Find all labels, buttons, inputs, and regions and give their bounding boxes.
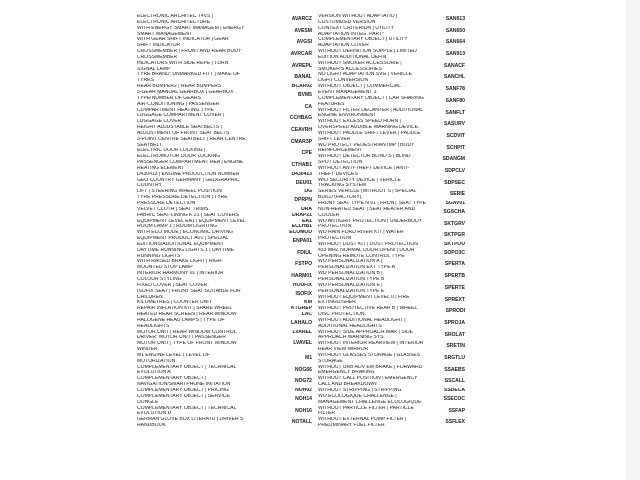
right-desc-line: ENGINE ENVIRONMENT [318, 113, 377, 119]
right-desc-line: ADDITIONAL HEADLIGHTS [318, 323, 382, 329]
left-option-code: CTHAB1 [291, 162, 312, 169]
left-desc-line: GERMAN GLOVE BOX LITERATU | DRIVER'S [137, 417, 243, 423]
right-option-code: SANACF [443, 62, 465, 69]
right-desc-line: MANAGEMENT CHALLENGE ECOLOGIQUE [318, 399, 422, 405]
right-desc-line: OVERSPEED AUDIBLE WARNING DEVICE. [318, 125, 420, 131]
right-desc-line: PERSONALIZATION EXT TYPE A [318, 265, 396, 271]
left-desc-line: ELECTRIC DOOR LOCKING | [137, 148, 206, 154]
left-desc-line: DONGLE [137, 399, 159, 405]
left-option-code: CMAR3P [290, 138, 312, 145]
left-desc-line: COMPARTMENT HEATING TYPE [137, 107, 214, 113]
left-option-code: BVM5 [297, 91, 312, 98]
right-desc-line: WITHOUT CALL POSITION | EMERGENCY [318, 376, 418, 382]
left-option-code: AVARCZ [291, 16, 312, 22]
right-desc-line: SPOT DETECTION [318, 160, 363, 166]
left-desc-line: LUGGAGE COVER [137, 119, 182, 125]
right-option-code: SKTGRV [444, 220, 465, 227]
left-desc-line: GEO COUNTRY GERMANY | GEOGRAPHIC [137, 177, 240, 183]
right-desc-line: EMERGENCY BRAKING [318, 370, 375, 376]
left-desc-line: 5-GEAR MANUAL GEARBOX | GEARBOX [137, 89, 234, 95]
right-option-code: SANCHL [443, 74, 465, 81]
left-desc-line: WITH ENERGY SMART MANAGEM | ENERGY [137, 25, 245, 31]
left-option-code: LAC [301, 312, 312, 318]
right-option-code: SSAEBS [444, 366, 465, 373]
left-desc-line: REAR BUMPER2 | REAR BUMPERS [137, 84, 222, 90]
right-desc-line: FRONT SEAT TYPE N 01 | FRONT SEAT TYPE [318, 201, 426, 206]
right-desc-line: COMPLEMENTARY OBJECT | UTILITY [318, 37, 408, 43]
left-option-code: AVGSI [296, 39, 312, 46]
left-option-code: AVESM [294, 27, 312, 34]
left-desc-line: WITH ECO MODE | ECONOMIC DRIVING [137, 230, 234, 236]
left-option-code: LVAVEL [293, 340, 312, 347]
left-desc-line: TYPE/NUMBER OF GEARS [137, 95, 201, 101]
right-desc-line: SERIES VEHICLE (WITHOUT S | SPECIAL [318, 189, 417, 195]
left-desc-line: RUNNING LIGHTS [137, 253, 181, 259]
left-desc-line: HALOGENE HEAD LAMPS | TYPE OF [137, 317, 225, 323]
left-option-code: NOH14 [295, 395, 312, 402]
left-option-code: HOUFIX [292, 282, 312, 288]
right-desc-line: WITHOUT EXCESS SPEED HORN | [318, 119, 401, 125]
right-desc-line: WITHOUT FILTER DECANTER | ADDITIONAL [318, 107, 424, 113]
left-desc-line: ELECTRONIC ARCHITECTURE [137, 19, 211, 25]
left-desc-line: WITH RAISED BRAKE LIGHT | HIGH [137, 259, 222, 265]
right-desc-line: LIGHT CONVERSION [318, 78, 369, 84]
left-desc-line: SMART MANAGEMENT [137, 31, 193, 37]
left-option-code: DRAP21 [292, 212, 312, 218]
right-codes [437, 14, 465, 429]
left-option-code: CPE [301, 150, 312, 157]
left-option-code: DRA [301, 206, 312, 212]
right-option-code: SPERTB [444, 273, 465, 280]
left-desc-line: EDITIONS/ADDITIONAL EQUIPMENT [137, 241, 224, 247]
left-option-code: FDIUL [297, 249, 312, 256]
right-desc-line: VERSION WITHOUT ADAPTATIO | [318, 14, 398, 19]
left-option-code: KTGREP [290, 306, 312, 312]
left-desc-line: D430413 | ENGINE PRODUCTION NUMBER [137, 171, 240, 177]
right-desc-line: 433 MHZ NORMAL DOOR OPENI | DOOR [318, 247, 415, 253]
right-desc-line: FILTER [318, 411, 336, 417]
left-desc-line: NAVIGATION/SMARTPHONE IMITATION [137, 382, 231, 388]
left-option-code: ECOMOD [289, 230, 312, 236]
left-desc-line: HEADLIGHTS [137, 323, 170, 329]
right-option-code: SSDECA [443, 388, 465, 393]
left-option-code: KM [304, 300, 312, 306]
left-desc-line: WITH GEAR SHIFT INDICATOR | GEAR [137, 37, 229, 43]
left-desc-line: ELECTRONIC ARCHITEC T4VS | [137, 14, 214, 19]
right-desc-line: NON-HEATED SEAT | SEAT HEATER AND [318, 206, 416, 212]
left-desc-line: REPAIR INFLATION KIT | SPARE WHEEL [137, 306, 233, 312]
right-option-code: SASURV [444, 121, 465, 128]
left-option-code: BANAL [294, 74, 312, 81]
left-desc-line: MOTORIZATION [137, 358, 176, 364]
left-desc-line: SIGNAL LAMP [137, 66, 171, 72]
right-desc-line: WITHOUT PARTICLE FILTER | PARTICLE [318, 405, 414, 411]
left-desc-line: SEATBELT. [137, 142, 163, 148]
right-desc-line: TRACKING SYSTEM [318, 183, 367, 189]
right-desc-line: COOLER [318, 212, 340, 218]
left-desc-line: CROSSMEMBER | FRONT AND REAR BODY [137, 49, 242, 55]
left-option-code: NOTALL [291, 419, 312, 426]
left-desc-line: DAYTIME RUNNING LIGHTS 1 | DAYTIME [137, 247, 235, 253]
right-desc-line: FEATURES [318, 101, 345, 107]
left-desc-line: EQUIPMENT LEVEL EA1 | EQUIPMENT LEVEL [137, 218, 246, 224]
right-desc-line: SHIFT LEVER [318, 136, 351, 142]
left-option-code: NOG72 [294, 378, 312, 385]
right-desc-line: WITHOUT PADDLE SHIFT LEVER | PADDLE [318, 130, 421, 136]
left-desc-line: CROSSMEMBER [137, 54, 178, 60]
left-desc-line: COMPLEMENTARY OBJECT | SERVICE [137, 393, 230, 399]
right-option-code: SAN650 [445, 27, 465, 34]
left-desc-line: ADJUSTMENT OF FRONT SEAT BELTS [137, 130, 230, 136]
right-desc-line: PERSONALIZATION TYPE B [318, 276, 385, 282]
left-desc-line: COMPLEMENTARY OBJECT | PRICING [137, 388, 229, 393]
right-option-code: SSCALL [444, 378, 465, 385]
right-desc-line: REAR VIEW MIRROR [318, 347, 369, 353]
left-desc-line: MOTOR UNIT | REAR WINDOW CONTROL [137, 329, 237, 335]
right-option-code: SCDVIT [446, 132, 465, 139]
right-desc-line: WITHOUT DEFINITION SUPPLE | LIMITED [318, 49, 417, 55]
right-desc-line: OPENING REMOTE CONTROL TYPE [318, 253, 405, 259]
right-desc-line: WITHOUT STRIPPING | STRIPPING [318, 388, 402, 393]
right-option-code: SSFLEX [445, 419, 465, 426]
left-desc-line: FIXED COVER | SEAT COVER. [137, 282, 209, 288]
page-edge [626, 0, 640, 480]
right-desc-line: WO ANTIGRIT PROTECTION | UNDERBODY [318, 218, 423, 224]
right-desc-line: EVENT MANAGEMENT 3 [318, 89, 377, 95]
left-option-code: M1 [304, 354, 312, 361]
left-desc-line: 3-POINT CENTRE SEATBELT | REAR CENTRE [137, 136, 246, 142]
left-desc-line: PRESSURE DETECTION [137, 201, 196, 206]
right-desc-line: WITHOUT GLASSES STORAGE | GLASSES [318, 352, 421, 358]
right-desc-line: PROTECTION [318, 236, 352, 242]
right-option-code: SANFLT [445, 109, 465, 116]
left-desc-line: HANDBOOK [137, 423, 166, 429]
left-option-code: ECLHB1 [291, 224, 312, 230]
right-desc-line: DISC PROTECTION. [318, 312, 366, 318]
left-option-code: NOG66 [294, 366, 312, 373]
right-option-code: SAN613 [445, 16, 465, 22]
right-desc-line: WO PERSONALIZATION A | [318, 259, 383, 265]
left-desc-line: KILOMETRES | COUNTER UNIT [137, 300, 212, 306]
right-desc-line: WITHOUT ADDITIONAL HEADLIGHT | [318, 317, 406, 323]
right-desc-line: WITHOUT DUST KIT | DUST PROTECTION [318, 241, 418, 247]
right-desc-line: WITHOUT OBJECT | COMMERCIAL [318, 84, 401, 90]
left-option-code: CEAVRH [291, 127, 312, 134]
left-desc-line: AIR-CONDITIONING | PASSENGER [137, 101, 220, 107]
right-option-code: SANF78 [445, 86, 465, 93]
left-desc-line: COMPLEMENTARY OBJECT | [137, 376, 207, 382]
right-option-code: SOPO3C [443, 249, 465, 256]
right-option-code: SDPSEC [444, 179, 465, 186]
left-desc-line: DRIVER: MOTOR UNIT / PASSENGER [137, 335, 226, 341]
left-desc-line: HEIGHT ADJUSTABLE SEATBELTS | [137, 125, 222, 131]
right-option-code: SKTPOU [443, 241, 465, 247]
right-desc-line: WO PROTECT PEDESTRIAN IMP | BODY [318, 142, 415, 148]
right-desc-line: CALL AND BREAKDOWN [318, 382, 377, 388]
left-desc-line: CHILDREN [137, 294, 163, 300]
right-desc-line: WITHOUT SIDE APPROACH WAR | SIDE [318, 329, 413, 335]
left-option-code: NOH02 [295, 388, 312, 394]
right-desc-line: PRELIMINARY FUEL FILTER. [318, 423, 386, 429]
right-option-code: SRGTLU [444, 354, 465, 361]
right-desc-line: WO RAIN FORD RIVER KIT | WATER [318, 230, 404, 236]
left-desc-line: LUGGAGE COMPARTMENT COVER | [137, 113, 225, 119]
left-option-code: AVRCAR [290, 51, 312, 58]
left-desc-line: M1 ENGINE LEVEL | LEVEL OF [137, 352, 210, 358]
left-desc-line: COMPLEMENTARY OBJECT | TECHNICAL [137, 364, 237, 370]
left-desc-line: WINDER. [137, 347, 159, 353]
left-option-code: ISOFIX [295, 290, 312, 297]
right-option-code: SGAV01 [445, 201, 465, 206]
left-desc-line: HEATED REAR SCREEN | REAR WINDOW [137, 312, 237, 318]
left-desc-line: MOUNTED STOP LAMP [137, 265, 193, 271]
left-desc-line: COUNTRY [137, 183, 162, 189]
left-desc-line: EVOLUTION A [137, 370, 171, 376]
left-codes [272, 14, 312, 429]
left-desc-line: SHIFT INDICATOR [137, 43, 181, 49]
right-descriptions [318, 14, 442, 429]
right-desc-line: THEFT DEVICES [318, 171, 358, 177]
right-option-code: SGSCHA [443, 208, 465, 215]
left-option-code: D430413 [291, 171, 312, 177]
left-option-code: NOH16 [295, 407, 312, 414]
right-option-code: SPROJA [444, 319, 465, 326]
right-desc-line: WITHOUT PROTECTIVE REAR B | WHEEL [318, 306, 418, 312]
left-option-code: FSTPO [295, 261, 312, 268]
left-desc-line: MOTOR UNIT | TYPE OF FRONT WINDOW [137, 341, 237, 347]
left-desc-line: ELECTROMOTOR DOOR LOCKING [137, 154, 221, 160]
right-option-code: SROLAT [444, 331, 465, 338]
left-desc-line: ISOFIX SEAT | FRONT SEAT SUITABLE FOR [137, 288, 241, 294]
right-desc-line: WITHOUT INTERIOR REARVIEW | INTERIOR [318, 341, 424, 347]
right-option-code: SPERTE [444, 284, 465, 291]
right-desc-line: WITHOUT SMOKER ACCESSORIE | [318, 60, 402, 66]
left-option-code: CCHBAG [289, 115, 312, 122]
right-option-code: SANF80 [445, 97, 465, 104]
right-desc-line: EDITION ADDITIONAL DEFIN [318, 54, 387, 60]
right-desc-line: REINFORCEMENT [318, 148, 363, 154]
left-desc-line: FABRIC SEAT-LINING K 21 | SEAT COVERS [137, 212, 239, 218]
right-desc-line: WO PERSONALIZATION B | [318, 271, 383, 277]
right-desc-line: PERSONALIZATION TYPE E [318, 288, 385, 294]
left-option-code: HARM01 [291, 273, 312, 280]
left-desc-line: EQUIPMENT PRODUCT A01 | SPECIAL [137, 236, 229, 242]
left-desc-line: INDICATORS WITH SIDE REPE | TURN [137, 60, 229, 66]
right-option-code: SRETIN [446, 343, 465, 350]
left-desc-line: COLOUR STYLING [137, 276, 182, 282]
right-desc-line: WITHOUT EQUIPMENT LEVEL 0 | FIRE [318, 294, 410, 300]
left-desc-line: COMPLEMENTARY OBJECT | TECHNICAL [137, 405, 237, 411]
right-desc-line: CUSTOMIZED VERSION [318, 19, 376, 25]
right-desc-line: APPROACH WARNING SYS [318, 335, 384, 341]
right-option-code: SAN664 [445, 39, 465, 46]
left-descriptions [137, 14, 271, 429]
right-option-code: SDPCLV [444, 167, 465, 174]
right-desc-line: WITHOUT DETECTOR BLIND S | BLIND [318, 154, 411, 160]
right-option-code: SPERTA [444, 261, 465, 268]
left-option-code: DEU01 [295, 179, 312, 186]
left-desc-line: ROOM LAMP 1 | ROOM LIGHTING [137, 224, 218, 230]
left-option-code: CA [304, 103, 312, 110]
right-option-code: SSFAP [448, 407, 465, 414]
left-option-code: EA1 [302, 218, 312, 224]
right-desc-line: CONTEXT CRITERION | UTILITY [318, 25, 395, 31]
right-desc-line: W/O SECURITY DEVICE | VEHICLE [318, 177, 401, 183]
right-option-code: SAN913 [445, 51, 465, 58]
left-desc-line: HEATING ELEMENT [137, 165, 185, 171]
left-option-code: DG [304, 189, 312, 195]
right-desc-line: ADAPTATION INTEG. PART* [318, 31, 385, 37]
right-desc-line: NO LIGHT ADAPTATION SVG | VEHICLE [318, 72, 413, 78]
right-desc-line: WITHOUT EXTERNAL PUMP FILTER | [318, 417, 407, 423]
right-option-code: SPREXT [444, 296, 465, 303]
left-option-code: LAHALO [290, 319, 312, 326]
left-option-code: AVREPL [291, 62, 312, 69]
left-desc-line: TYRE PRESSURE DETECTION | TYRE [137, 195, 228, 201]
right-option-code: SDANGM [442, 156, 465, 163]
right-option-code: SSECOC [443, 395, 465, 402]
left-desc-line: VELVET CLOTH | SEAT TRIMS [137, 206, 209, 212]
left-option-code: DPRPN [294, 197, 312, 204]
left-desc-line: PASSENGER COMPARTMENT HEA | ENGINE [137, 160, 244, 166]
right-desc-line: WITHOUT URB ADV EM BRAKE | FORWARD [318, 364, 423, 370]
left-option-code: LVAREL [292, 329, 312, 335]
right-desc-line: WO PERSONALIZATION E | [318, 282, 383, 288]
right-desc-line: WITHOUT ANTI-THEFT DEVICE | ANTI- [318, 165, 410, 171]
right-desc-line: STORAGE [318, 358, 343, 364]
right-desc-line: PROTECTION [318, 224, 352, 230]
left-desc-line: LIFT | STEERING WHEEL POSITION [137, 189, 222, 195]
left-desc-line: TYRES [137, 78, 154, 84]
left-option-code: BCAR02 [291, 84, 312, 90]
right-desc-line: BUILD (FACTORY). [318, 195, 363, 201]
right-desc-line: SMOKER'S ACCESSORIES [318, 66, 382, 72]
right-option-code: SPRODI [445, 308, 465, 315]
right-desc-line: COMPLEMENTARY OBJECT | CAR SHARING [318, 95, 424, 101]
right-option-code: SERIE [449, 191, 465, 198]
left-option-code: ENPA01 [292, 238, 312, 245]
right-desc-line: WO ECOLOGIQUE CHALLENGE | [318, 393, 397, 399]
left-desc-line: TYRE BRAND: UNMARKED FITT | MAKE OF [137, 72, 241, 78]
right-desc-line: ADAPTATION COVER [318, 43, 369, 49]
left-desc-line: EVOLUTION D [137, 411, 172, 417]
right-option-code: SCHPIT [446, 144, 465, 151]
right-option-code: SKTPGR [443, 232, 465, 239]
right-desc-line: EXTINGUISHER [318, 300, 356, 306]
left-desc-line: INTERIOR HARMONY 01 | INTERIOR [137, 271, 224, 277]
